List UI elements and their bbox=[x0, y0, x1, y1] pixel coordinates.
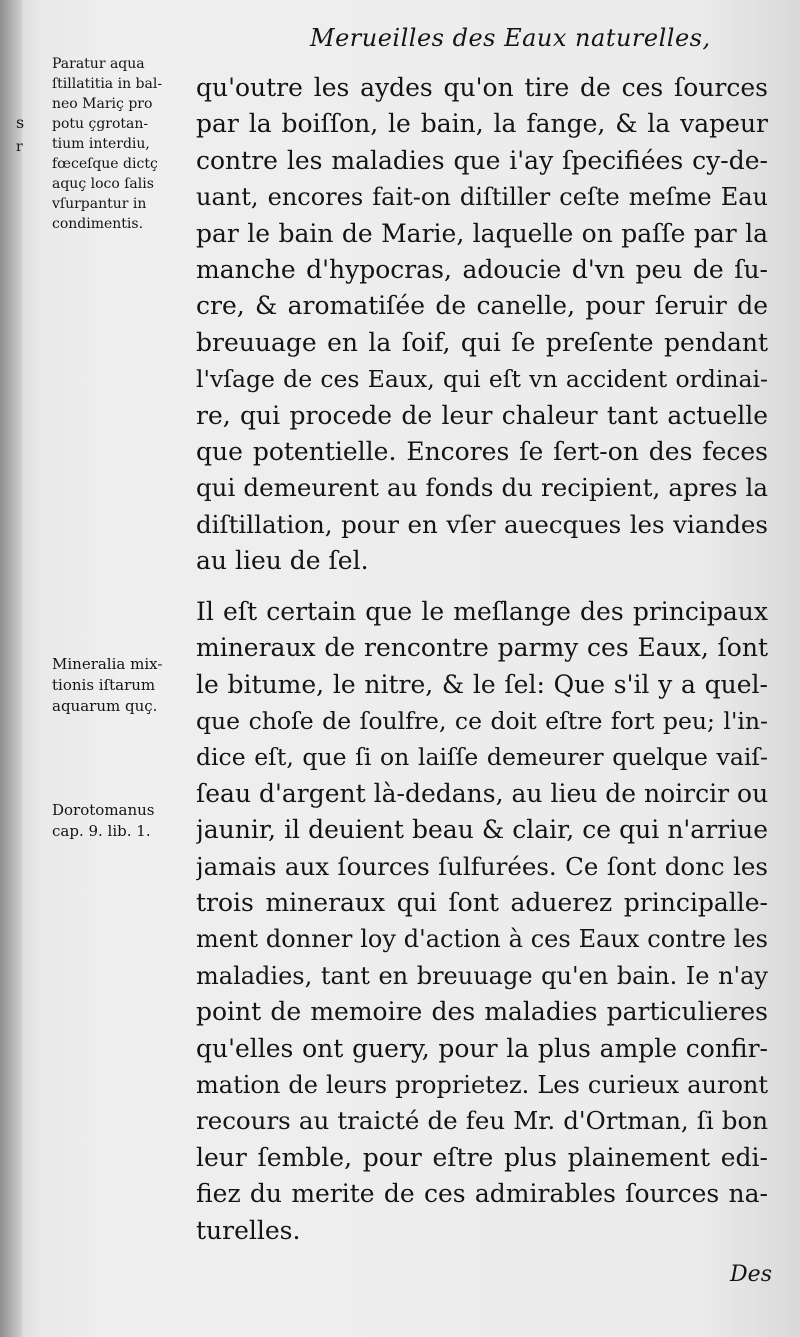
text-line: au lieu de ſel. bbox=[196, 546, 369, 576]
text-line: diſtillation, pour en vſer auecques les viandes bbox=[196, 509, 768, 539]
side-note-line: potu çgrotan- bbox=[52, 116, 149, 132]
text-line: mation de leurs proprietez. Les curieux auront bbox=[196, 1070, 768, 1099]
text-line: Il eſt certain que le meſlange des principaux bbox=[196, 596, 768, 626]
text-line: dice eſt, que ſi on laiſſe demeurer quelque vaiſ- bbox=[196, 743, 768, 772]
side-note-line: fœceſque dictç bbox=[52, 156, 158, 172]
running-head: Merueilles des Eaux naturelles, bbox=[310, 24, 711, 52]
side-note-line: cap. 9. lib. 1. bbox=[52, 822, 151, 840]
side-note-line: Dorotomanus bbox=[52, 801, 155, 819]
text-line: l'vſage de ces Eaux, qui eſt vn accident ordinai- bbox=[196, 365, 768, 394]
paragraph-gap bbox=[196, 580, 768, 594]
side-note-line: ſtillatitia in bal- bbox=[52, 76, 163, 92]
text-line: maladies, tant en breuuage qu'en bain. Ie n'ay bbox=[196, 961, 768, 990]
text-line: re, qui procede de leur chaleur tant actuelle bbox=[196, 400, 768, 430]
text-line: recours au traicté de feu Mr. d'Ortman, ſi bon bbox=[196, 1106, 768, 1136]
text-line: que potentielle. Encores ſe ſert-on des feces bbox=[196, 437, 768, 467]
text-line: mineraux de rencontre parmy ces Eaux, ſont bbox=[196, 633, 768, 663]
text-line: manche d'hypocras, adoucie d'vn peu de ſu- bbox=[196, 255, 768, 285]
text-line: contre les maladies que i'ay ſpecifiées cy-de- bbox=[196, 145, 768, 175]
text-line: breuuage en la ſoif, qui ſe preſente pendant bbox=[196, 327, 768, 357]
side-note bbox=[52, 54, 194, 234]
text-line: que choſe de ſoulfre, ce doit eſtre fort peu; l'in- bbox=[196, 706, 768, 735]
text-line: qu'outre les aydes qu'on tire de ces ſources bbox=[196, 73, 768, 102]
text-line: jamais aux ſources ſulfurées. Ce ſont donc les bbox=[196, 851, 768, 881]
side-note-line: tium interdiu, bbox=[52, 136, 150, 152]
text-line: leur ſemble, pour eſtre plus plainement edi- bbox=[196, 1142, 768, 1172]
binding-shadow bbox=[0, 0, 25, 1337]
side-note bbox=[52, 800, 194, 842]
text-line: point de memoire des maladies particulieres bbox=[196, 997, 768, 1027]
text-line: le bitume, le nitre, & le ſel: Que s'il y a quel- bbox=[196, 669, 768, 699]
margin-bleed-letter: r bbox=[16, 139, 23, 155]
side-note-line: Mineralia mix- bbox=[52, 655, 163, 673]
side-note-line: vſurpantur in bbox=[52, 196, 147, 212]
text-line: ſeau d'argent là-dedans, au lieu de noircir ou bbox=[196, 778, 768, 808]
side-note-line: tionis iſtarum bbox=[52, 676, 156, 694]
text-line: ment donner loy d'action à ces Eaux contre les bbox=[196, 925, 768, 954]
text-line: turelles. bbox=[196, 1215, 301, 1245]
body-text bbox=[196, 70, 768, 1249]
text-line: jaunir, il deuient beau & clair, ce qui n'arriue bbox=[196, 815, 768, 845]
text-line: uant, encores fait-on diſtiller ceſte meſme Eau bbox=[196, 183, 768, 212]
side-note bbox=[52, 654, 194, 717]
side-note-line: neo Mariç pro bbox=[52, 96, 153, 112]
text-line: cre, & aromatiſée de canelle, pour ſeruir de bbox=[196, 291, 768, 321]
side-note-line: condimentis. bbox=[52, 216, 144, 232]
text-line: qu'elles ont guery, pour la plus ample confir- bbox=[196, 1033, 768, 1063]
margin-bleed-letter: s bbox=[16, 113, 25, 132]
catchword: Des bbox=[730, 1262, 772, 1287]
side-note-line: Paratur aqua bbox=[52, 56, 145, 72]
text-line: trois mineraux qui ſont aduerez principalle- bbox=[196, 887, 768, 917]
text-line: par la boiſſon, le bain, la fange, & la vapeur bbox=[196, 109, 768, 139]
text-line: qui demeurent au fonds du recipient, apres la bbox=[196, 473, 768, 503]
text-line: fiez du merite de ces admirables ſources na- bbox=[196, 1179, 768, 1209]
side-note-line: aquarum quç. bbox=[52, 697, 158, 715]
side-note-line: aquç loco ſalis bbox=[52, 176, 154, 192]
text-line: par le bain de Marie, laquelle on paſſe par la bbox=[196, 218, 768, 248]
